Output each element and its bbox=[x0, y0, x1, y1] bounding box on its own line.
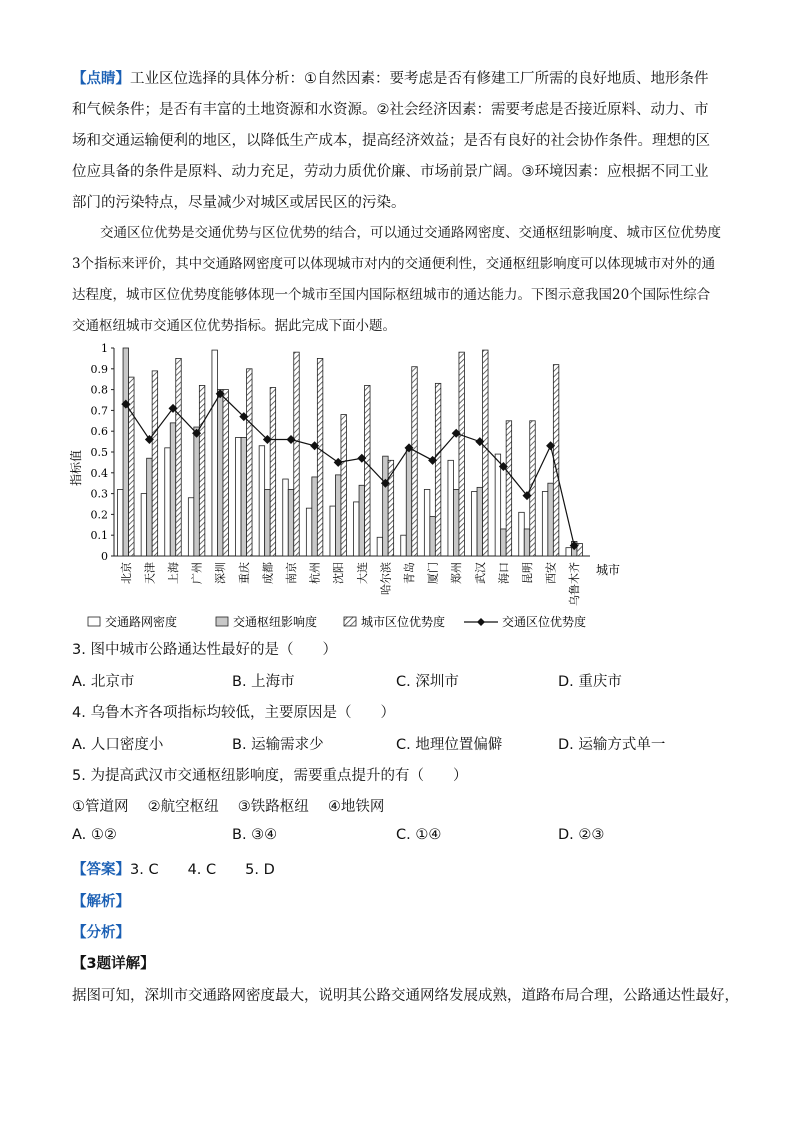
bar-white bbox=[377, 537, 383, 556]
bar-gray bbox=[548, 483, 554, 556]
bar-hatch bbox=[223, 390, 229, 556]
x-tick-label: 广州 bbox=[190, 562, 204, 584]
q3-option-b[interactable]: B. 上海市 bbox=[232, 674, 295, 690]
bar-gray bbox=[430, 516, 436, 556]
x-tick-label: 哈尔滨 bbox=[379, 562, 393, 595]
bar-gray bbox=[265, 489, 271, 556]
x-tick-label: 青岛 bbox=[403, 562, 416, 584]
x-tick-label: 海口 bbox=[497, 562, 511, 584]
q5-option-a[interactable]: A. ①② bbox=[72, 827, 117, 843]
x-tick-label: 深圳 bbox=[214, 562, 228, 584]
bar-hatch bbox=[365, 385, 371, 556]
bar-hatch bbox=[435, 383, 441, 556]
x-tick-label: 西安 bbox=[544, 562, 558, 584]
y-tick-label: 0.7 bbox=[90, 404, 108, 418]
bar-white bbox=[283, 479, 289, 556]
y-tick-label: 0.2 bbox=[90, 508, 108, 522]
bar-white bbox=[330, 506, 336, 556]
legend-diamond-swatch bbox=[477, 618, 485, 626]
q4-option-d[interactable]: D. 运输方式单一 bbox=[558, 737, 666, 753]
bar-gray bbox=[335, 475, 341, 556]
bar-white bbox=[448, 460, 454, 556]
q3-option-a[interactable]: A. 北京市 bbox=[72, 674, 135, 690]
y-tick-label: 0.4 bbox=[90, 466, 108, 480]
bar-gray bbox=[123, 348, 129, 556]
q3-option-d[interactable]: D. 重庆市 bbox=[558, 674, 622, 690]
legend-label: 交通枢纽影响度 bbox=[233, 615, 318, 629]
legend-label: 城市区位优势度 bbox=[361, 615, 446, 629]
intro-paragraph: 交通区位优势是交通优势与区位优势的结合，可以通过交通路网密度、交通枢纽影响度、城市区位优势度3个指标来评价，其中交通路网密度可以体现城市对内的交通便利性，交通枢纽影响度可以体现城市对外的通达程度，城市区位优势度能够体现一个城市至国内国际枢纽城市的通达能力。下图示意我国20个国际性综合交通枢纽城市交通区位优势指标。据此完成下面小题。 bbox=[72, 225, 721, 334]
bar-hatch bbox=[270, 388, 276, 556]
x-tick-label: 郑州 bbox=[450, 562, 464, 584]
y-axis-label: 指标值 bbox=[69, 449, 83, 487]
x-tick-label: 天津 bbox=[143, 562, 157, 584]
bar-white bbox=[141, 494, 147, 556]
x-tick-label: 杭州 bbox=[308, 562, 322, 584]
legend-label: 交通路网密度 bbox=[105, 615, 178, 629]
jiexi-heading: 【解析】 bbox=[72, 894, 130, 910]
q5-option-b[interactable]: B. ③④ bbox=[232, 827, 278, 843]
bar-white bbox=[495, 454, 501, 556]
bar-gray bbox=[241, 437, 247, 556]
y-tick-label: 1 bbox=[101, 342, 108, 355]
x-tick-label: 北京 bbox=[119, 562, 133, 584]
bar-white bbox=[519, 512, 525, 556]
q3-detail-heading: 【3题详解】 bbox=[72, 956, 155, 972]
bar-gray bbox=[406, 450, 412, 556]
q4-option-c[interactable]: C. 地理位置偏僻 bbox=[396, 737, 503, 753]
bar-hatch bbox=[459, 352, 465, 556]
x-tick-label: 昆明 bbox=[521, 562, 534, 584]
bar-gray bbox=[217, 390, 223, 556]
legend-swatch-gray bbox=[216, 617, 228, 626]
bar-gray bbox=[194, 427, 200, 556]
chart-x-labels bbox=[119, 562, 581, 606]
x-axis-label: 城市 bbox=[596, 563, 621, 577]
legend-swatch-white bbox=[88, 617, 100, 626]
dianjing-tag: 【点睛】 bbox=[72, 71, 130, 87]
bar-gray bbox=[524, 529, 530, 556]
q3-detail-text: 据图可知，深圳市交通路网密度最大，说明其公路交通网络发展成熟，道路布局合理，公路通达性最好， bbox=[72, 988, 739, 1004]
traffic-advantage-chart bbox=[66, 338, 686, 638]
bar-hatch bbox=[176, 358, 182, 556]
q5-option-d[interactable]: D. ②③ bbox=[558, 827, 605, 843]
x-tick-label: 重庆 bbox=[237, 562, 251, 584]
q5-option-c[interactable]: C. ①④ bbox=[396, 827, 442, 843]
bar-hatch bbox=[247, 369, 253, 556]
bar-white bbox=[118, 489, 124, 556]
x-tick-label: 武汉 bbox=[473, 562, 487, 584]
x-tick-label: 南京 bbox=[285, 562, 298, 584]
legend-label: 交通区位优势度 bbox=[502, 615, 587, 629]
q4-option-a[interactable]: A. 人口密度小 bbox=[72, 737, 164, 753]
bar-gray bbox=[477, 487, 483, 556]
y-tick-label: 0 bbox=[101, 550, 108, 563]
answer-tag: 【答案】 bbox=[72, 862, 130, 878]
bar-white bbox=[165, 448, 171, 556]
legend-swatch-hatch bbox=[344, 617, 356, 626]
x-tick-label: 厦门 bbox=[426, 562, 440, 584]
dianjing-paragraph bbox=[72, 64, 722, 219]
bar-white bbox=[401, 535, 407, 556]
bar-gray bbox=[383, 456, 389, 556]
chart-bars bbox=[118, 348, 583, 556]
bar-gray bbox=[359, 485, 365, 556]
bar-hatch bbox=[152, 371, 158, 556]
y-tick-label: 0.1 bbox=[90, 529, 108, 543]
question-4-stem: 4. 乌鲁木齐各项指标均较低，主要原因是（ ） bbox=[72, 705, 395, 721]
x-tick-label: 沈阳 bbox=[332, 562, 346, 584]
bar-hatch bbox=[483, 350, 489, 556]
y-tick-label: 0.8 bbox=[90, 383, 108, 397]
dianjing-text: 工业区位选择的具体分析：①自然因素：要考虑是否有修建工厂所需的良好地质、地形条件和气候条件；是否有丰富的土地资源和水资源。②社会经济因素：需要考虑是否接近原料、动力、市场和交通运输便利的地区，以降低生产成本，提高经济效益；是否有良好的社会协作条件。理想的区位应具备的条件是原料、动力充足，劳动力质优价廉、市场前景广阔。③环境因素：应根据不同工业部门的污染特点，尽量减少对城区或居民区的污染。 bbox=[72, 71, 710, 211]
bar-hatch bbox=[412, 367, 418, 556]
x-tick-label: 成都 bbox=[261, 562, 275, 584]
fenxi-heading: 【分析】 bbox=[72, 925, 130, 941]
bar-gray bbox=[501, 529, 507, 556]
bar-hatch bbox=[341, 415, 347, 556]
x-tick-label: 乌鲁木齐 bbox=[568, 562, 582, 606]
question-5-stem: 5. 为提高武汉市交通枢纽影响度，需要重点提升的有（ ） bbox=[72, 768, 468, 784]
bar-hatch bbox=[506, 421, 512, 556]
answer-line bbox=[72, 858, 275, 879]
bar-white bbox=[354, 502, 360, 556]
bar-white bbox=[306, 508, 312, 556]
bar-hatch bbox=[294, 352, 300, 556]
x-tick-label: 大连 bbox=[355, 562, 369, 584]
question-3-stem: 3. 图中城市公路通达性最好的是（ ） bbox=[72, 642, 337, 658]
bar-white bbox=[236, 437, 242, 556]
y-tick-label: 0.9 bbox=[90, 362, 108, 376]
y-tick-label: 0.6 bbox=[90, 425, 108, 439]
q4-option-b[interactable]: B. 运输需求少 bbox=[232, 737, 324, 753]
bar-white bbox=[472, 492, 478, 556]
bar-gray bbox=[147, 458, 153, 556]
bar-white bbox=[259, 446, 265, 556]
y-tick-label: 0.5 bbox=[90, 446, 108, 459]
q3-option-c[interactable]: C. 深圳市 bbox=[396, 674, 459, 690]
bar-hatch bbox=[317, 358, 323, 556]
answer-text: 3. C 4. C 5. D bbox=[130, 862, 275, 878]
bar-gray bbox=[312, 477, 318, 556]
question-5-sub-items: ①管道网 ②航空枢纽 ③铁路枢纽 ④地铁网 bbox=[72, 799, 385, 815]
bar-gray bbox=[453, 489, 459, 556]
x-tick-label: 上海 bbox=[167, 562, 180, 584]
bar-white bbox=[566, 548, 572, 556]
chart-legend bbox=[88, 614, 586, 629]
bar-white bbox=[188, 498, 194, 556]
bar-gray bbox=[170, 423, 176, 556]
bar-white bbox=[542, 492, 548, 556]
bar-white bbox=[424, 489, 430, 556]
bar-white bbox=[212, 350, 218, 556]
bar-hatch bbox=[199, 385, 205, 556]
y-tick-label: 0.3 bbox=[90, 487, 108, 501]
bar-gray bbox=[288, 489, 294, 556]
